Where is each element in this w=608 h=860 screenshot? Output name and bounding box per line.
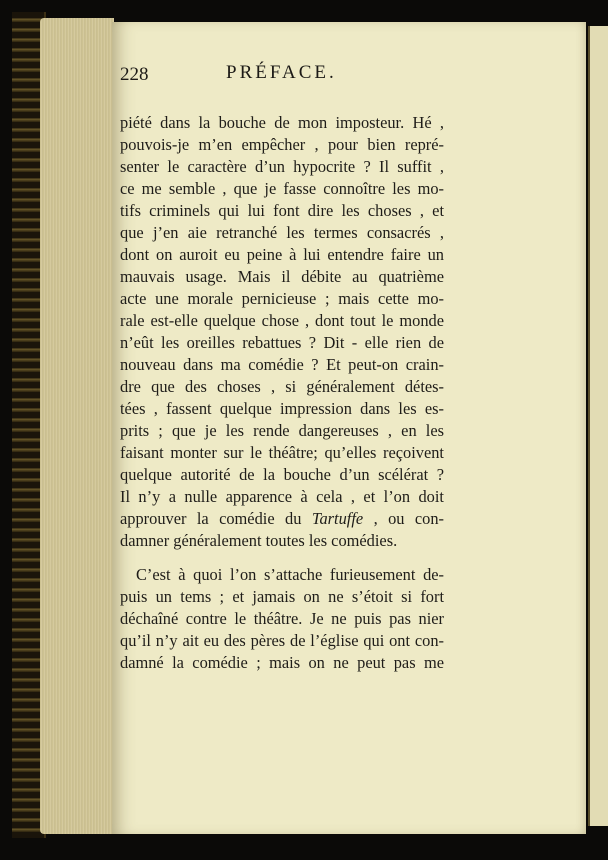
paragraph-break [120, 552, 444, 564]
text-line: Il n’y a nulle apparence à cela , et l’on doit [120, 487, 444, 506]
text-line: nouveau dans ma comédie ? Et peut-on crain- [120, 355, 444, 374]
text-line: dont on auroit eu peine à lui entendre faire un [120, 245, 444, 264]
text-line: qu’il n’y ait eu des pères de l’église qui ont con- [120, 631, 444, 650]
text-line: puis un tems ; et jamais on ne s’étoit si fort [120, 587, 444, 606]
text-line: piété dans la bouche de mon imposteur. Hé , [120, 113, 444, 132]
text-line: senter le caractère d’un hypocrite ? Il suffit , [120, 157, 444, 176]
text-line: rale est-elle quelque chose , dont tout le monde [120, 311, 444, 330]
text-line: approuver la comédie du Tartuffe , ou con- [120, 509, 444, 528]
page-edges [40, 18, 114, 834]
text-line: que j’en aie retranché les termes consacrés , [120, 223, 444, 242]
body-text [120, 112, 444, 674]
text-line: déchaîné contre le théâtre. Je ne puis pas nier [120, 609, 444, 628]
facing-page-edge [588, 26, 608, 826]
text-line: tées , fassent quelque impression dans les es- [120, 399, 444, 418]
text-line: faisant monter sur le théâtre; qu’elles reçoivent [120, 443, 444, 462]
text-line: quelque autorité de la bouche d’un scélérat ? [120, 465, 444, 484]
text-line: mauvais usage. Mais il débite au quatrième [120, 267, 444, 286]
page-header [120, 64, 470, 94]
text-line: tifs criminels qui lui font dire les choses , et [120, 201, 444, 220]
text-line: damné la comédie ; mais on ne peut pas me [120, 653, 444, 672]
text-line: dre que des choses , si généralement détes- [120, 377, 444, 396]
page-number: 228 [120, 64, 149, 85]
text-line: pouvois-je m’en empêcher , pour bien repré- [120, 135, 444, 154]
text-line: acte une morale pernicieuse ; mais cette mo- [120, 289, 444, 308]
text-line: n’eût les oreilles rebattues ? Dit - elle rien de [120, 333, 444, 352]
text-line: C’est à quoi l’on s’attache furieusement de- [136, 565, 444, 584]
text-line: damner généralement toutes les comédies. [120, 531, 398, 550]
text-line: prits ; que je les rende dangereuses , en les [120, 421, 444, 440]
text-line: ce me semble , que je fasse connoître les mo- [120, 179, 444, 198]
running-title: PRÉFACE. [226, 62, 337, 83]
